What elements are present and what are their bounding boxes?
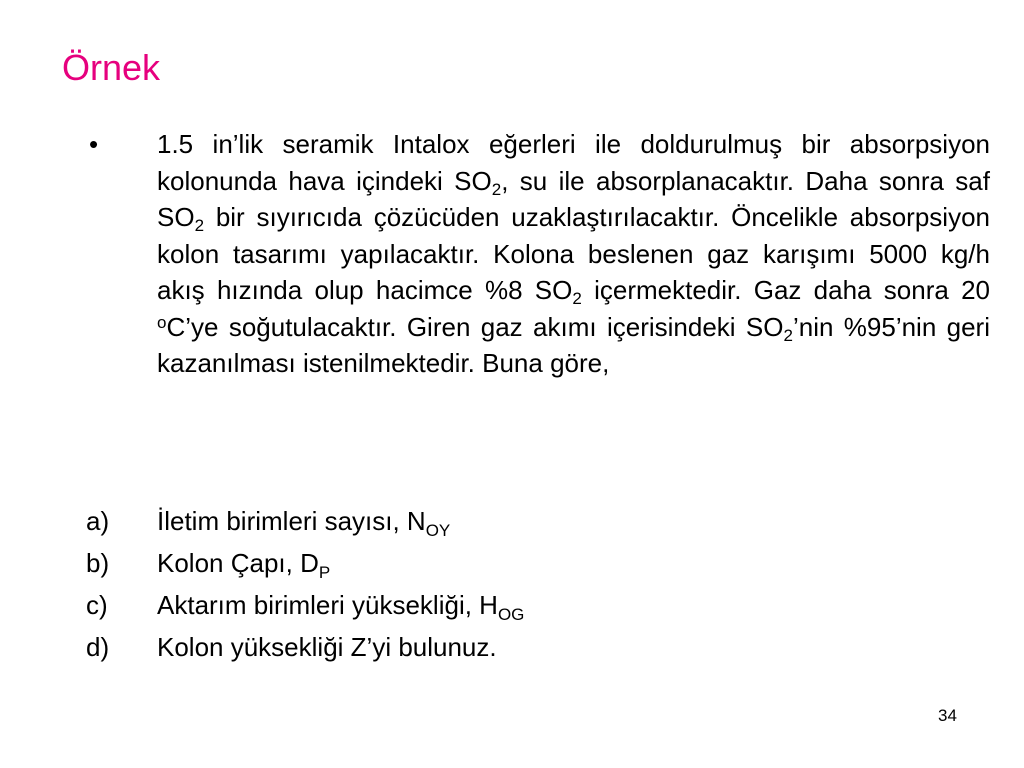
list-marker: d) [86, 632, 110, 662]
list-item-label: Kolon Çapı, D [157, 548, 319, 578]
list-item-label: Kolon yüksekliği Z’yi bulunuz. [157, 632, 497, 662]
list-item-d [86, 632, 986, 674]
problem-text-part: ’nin %95’nin geri kazanılması istenilmektedir. Buna göre, [157, 311, 990, 378]
problem-text-part: C’ye soğutulacaktır. Giren gaz akımı içerisindeki SO [166, 311, 784, 342]
subscript: OG [497, 605, 525, 624]
problem-text-part: bir sıyırıcıda çözücüden uzaklaştırılacaktır. Öncelikle absorpsiyon kolon tasarımı yapılacaktır. Kolona beslenen gaz karışımı 5000 kg/h akış hızında olup hacimce %8 SO [157, 202, 990, 305]
list-marker: b) [86, 548, 110, 578]
page-number: 34 [938, 706, 957, 725]
problem-text-part: 1.5 in’lik seramik Intalox eğerleri ile doldurulmuş bir absorpsiyon kolonunda hava içindeki SO [157, 129, 990, 196]
list-item-b [86, 548, 986, 590]
list-item-text [157, 548, 330, 590]
list-item-a [86, 506, 986, 548]
question-list [86, 506, 986, 674]
list-item-label: Aktarım birimleri yüksekliği, H [157, 590, 498, 620]
problem-text-part: , su ile absorplanacaktır. Daha sonra saf SO [157, 165, 990, 232]
subscript: 2 [194, 216, 205, 235]
bullet-marker: • [89, 129, 99, 159]
slide-title: Örnek [62, 47, 161, 88]
problem-statement [157, 126, 990, 382]
superscript: o [157, 312, 167, 332]
list-item-text [157, 590, 524, 632]
subscript: P [318, 563, 331, 582]
subscript: 2 [572, 289, 582, 308]
list-marker: a) [86, 506, 110, 536]
subscript: OY [425, 521, 451, 540]
list-item-c [86, 590, 986, 632]
subscript: 2 [491, 179, 502, 199]
subscript: 2 [783, 325, 793, 345]
problem-text-part: içermektedir. Gaz daha sonra 20 [581, 275, 990, 305]
list-item-label: İletim birimleri sayısı, N [157, 506, 426, 536]
list-item-text [157, 506, 450, 548]
list-item-text [157, 632, 497, 674]
list-marker: c) [86, 590, 108, 620]
